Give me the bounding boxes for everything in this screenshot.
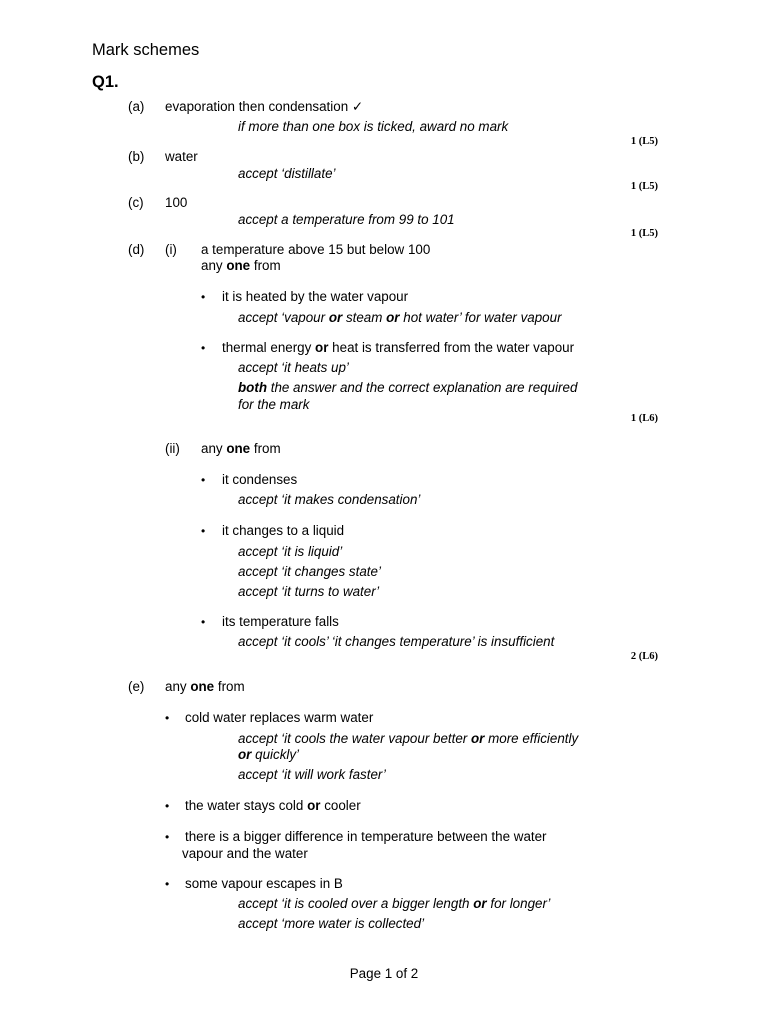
e-bullet-3-line-1: there is a bigger difference in temperature between the water xyxy=(185,829,547,844)
part-c-label: (c) xyxy=(128,195,144,210)
e-bullet-2: the water stays cold or cooler xyxy=(185,798,361,813)
e-bullet-3-line-2: vapour and the water xyxy=(182,846,308,861)
part-d-label: (d) xyxy=(128,242,145,257)
bullet-icon: • xyxy=(201,341,206,355)
d-i-bullet-2: thermal energy or heat is transferred from the water vapour xyxy=(222,340,575,355)
part-c-note: accept a temperature from 99 to 101 xyxy=(238,212,455,227)
d-ii-bullet-3-note: accept ‘it cools’ ‘it changes temperature’ is insufficient xyxy=(238,634,555,649)
part-a-mark: 1 (L5) xyxy=(630,136,658,147)
page-footer: Page 1 of 2 xyxy=(349,966,419,981)
part-e-any-one: any one from xyxy=(165,679,245,694)
bullet-icon: • xyxy=(201,524,206,538)
part-d-i-answer: a temperature above 15 but below 100 xyxy=(201,242,431,257)
bullet-icon: • xyxy=(201,473,206,487)
d-i-bullet-2-note-2: both the answer and the correct explanation are required xyxy=(238,380,578,395)
e-bullet-1-note-1: accept ‘it cools the water vapour better or more efficiently xyxy=(238,731,579,746)
e-bullet-1-note-3: accept ‘it will work faster’ xyxy=(238,767,386,782)
bullet-icon: • xyxy=(201,290,206,304)
bullet-icon: • xyxy=(165,711,170,725)
bullet-icon: • xyxy=(165,799,170,813)
part-a-label: (a) xyxy=(128,99,145,114)
bullet-icon: • xyxy=(165,830,170,844)
d-ii-bullet-2-note-2: accept ‘it changes state’ xyxy=(238,564,381,579)
part-d-ii-label: (ii) xyxy=(165,441,180,456)
part-d-ii-any-one: any one from xyxy=(201,441,281,456)
part-d-i-label: (i) xyxy=(165,242,177,257)
d-ii-bullet-2-note-3: accept ‘it turns to water’ xyxy=(238,584,380,599)
bullet-icon: • xyxy=(201,615,206,629)
d-ii-bullet-2-note-1: accept ‘it is liquid’ xyxy=(238,544,343,559)
part-b-note: accept ‘distillate’ xyxy=(238,166,336,181)
part-b-answer: water xyxy=(165,149,198,164)
d-ii-bullet-3: its temperature falls xyxy=(222,614,339,629)
e-bullet-1: cold water replaces warm water xyxy=(185,710,374,725)
part-d-ii-mark: 2 (L6) xyxy=(630,651,658,662)
bullet-icon: • xyxy=(165,877,170,891)
d-ii-bullet-1: it condenses xyxy=(222,472,298,487)
part-d-i-any-one: any one from xyxy=(201,258,281,273)
part-a-answer: evaporation then condensation ✓ xyxy=(165,99,364,114)
part-c-mark: 1 (L5) xyxy=(630,228,658,239)
d-ii-bullet-1-note: accept ‘it makes condensation’ xyxy=(238,492,421,507)
question-number: Q1. xyxy=(92,73,119,91)
d-i-bullet-1: it is heated by the water vapour xyxy=(222,289,409,304)
d-i-bullet-1-note: accept ‘vapour or steam or hot water’ for water vapour xyxy=(238,310,562,325)
d-i-bullet-2-note-1: accept ‘it heats up’ xyxy=(238,360,349,375)
d-i-bullet-2-note-3: for the mark xyxy=(238,397,310,412)
e-bullet-4-note-1: accept ‘it is cooled over a bigger length or for longer’ xyxy=(238,896,551,911)
e-bullet-1-note-2: or quickly’ xyxy=(238,747,300,762)
page-heading: Mark schemes xyxy=(92,41,200,59)
part-d-i-mark: 1 (L6) xyxy=(630,413,658,424)
e-bullet-4-note-2: accept ‘more water is collected’ xyxy=(238,916,425,931)
part-b-label: (b) xyxy=(128,149,145,164)
d-ii-bullet-2: it changes to a liquid xyxy=(222,523,345,538)
part-b-mark: 1 (L5) xyxy=(630,181,658,192)
e-bullet-4: some vapour escapes in B xyxy=(185,876,343,891)
part-c-answer: 100 xyxy=(165,195,188,210)
part-a-note: if more than one box is ticked, award no mark xyxy=(238,119,509,134)
part-e-label: (e) xyxy=(128,679,145,694)
